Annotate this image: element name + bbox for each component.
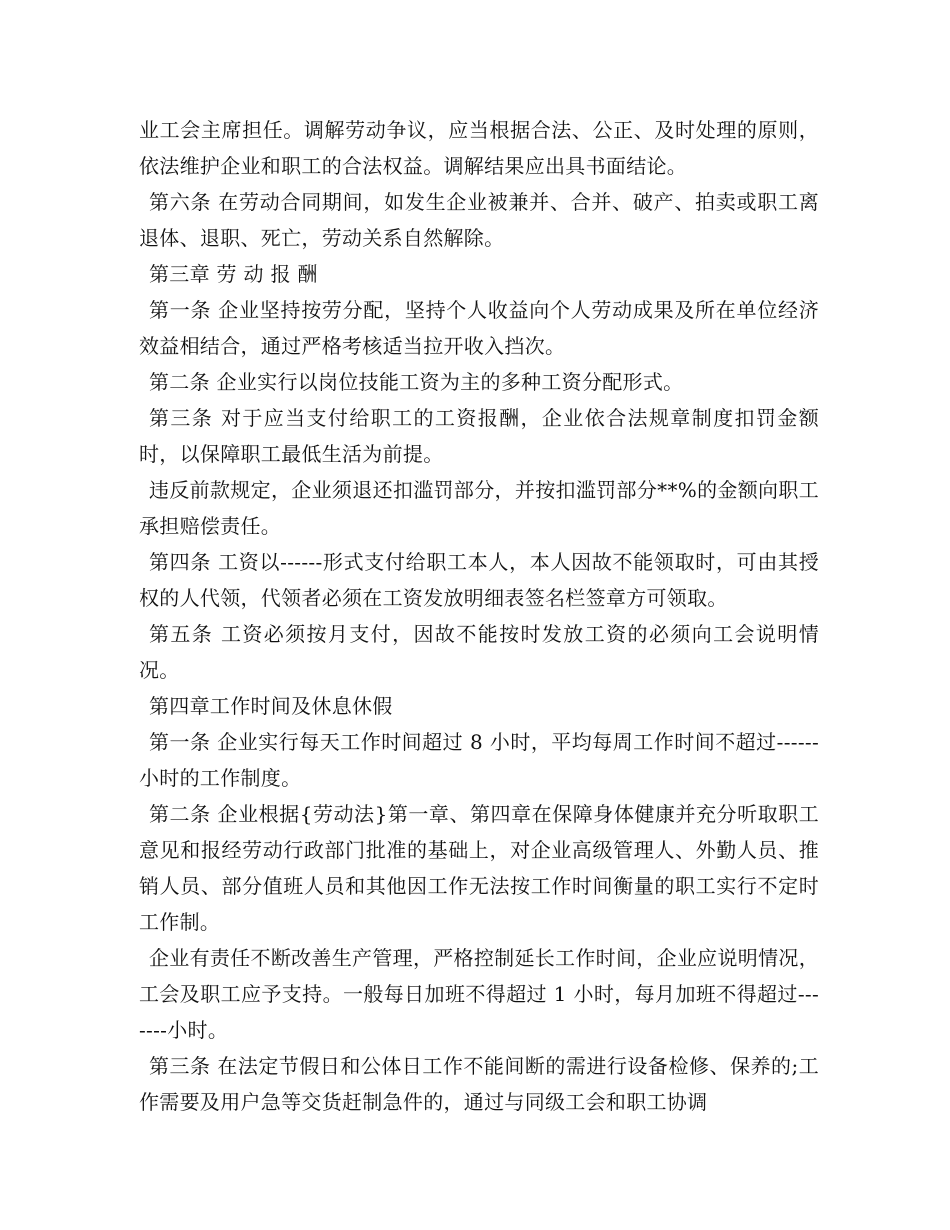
paragraph-ch4-article-2: 第二条 企业根据{劳动法}第一章、第四章在保障身体健康并充分听取职工意见和报经劳动行政部门批准的基础上，对企业高级管理人、外勤人员、推销人员、部分值班人员和其他因工作无法按工作时间衡量的职工实行不定时工作制。	[139, 802, 819, 934]
paragraph-ch4-article-1: 第一条 企业实行每天工作时间超过 8 小时，平均每周工作时间不超过------小时的工作制度。	[139, 730, 819, 790]
paragraph-ch3-article-5: 第五条 工资必须按月支付，因故不能按时发放工资的必须向工会说明情况。	[139, 622, 819, 682]
paragraph-ch4-article-3: 第三条 在法定节假日和公体日工作不能间断的需进行设备检修、保养的;工作需要及用户急等交货赶制急件的，通过与同级工会和职工协调	[139, 1054, 819, 1114]
paragraph-ch3-article-3: 第三条 对于应当支付给职工的工资报酬，企业依合法规章制度扣罚金额时，以保障职工最低生活为前提。	[139, 406, 819, 466]
paragraph-mediation-principles: 业工会主席担任。调解劳动争议，应当根据合法、公正、及时处理的原则，依法维护企业和职工的合法权益。调解结果应出具书面结论。	[139, 118, 819, 178]
paragraph-ch3-article-1: 第一条 企业坚持按劳分配，坚持个人收益向个人劳动成果及所在单位经济效益相结合，通过严格考核适当拉开收入挡次。	[139, 298, 819, 358]
paragraph-ch3-article-3-note: 违反前款规定，企业须退还扣滥罚部分，并按扣滥罚部分**%的金额向职工承担赔偿责任。	[139, 478, 819, 538]
paragraph-ch3-article-4: 第四条 工资以------形式支付给职工本人，本人因故不能领取时，可由其授权的人代领，代领者必须在工资发放明细表签名栏签章方可领取。	[139, 550, 819, 610]
paragraph-article-6: 第六条 在劳动合同期间，如发生企业被兼并、合并、破产、拍卖或职工离退体、退职、死亡，劳动关系自然解除。	[139, 190, 819, 250]
chapter-4-heading: 第四章工作时间及休息休假	[149, 694, 393, 718]
chapter-3-heading: 第三章 劳 动 报 酬	[149, 262, 318, 286]
paragraph-ch4-article-2-note: 企业有责任不断改善生产管理，严格控制延长工作时间，企业应说明情况，工会及职工应予支持。一般每日加班不得超过 1 小时，每月加班不得超过-------小时。	[139, 946, 819, 1042]
document-body	[139, 112, 819, 1120]
paragraph-ch3-article-2: 第二条 企业实行以岗位技能工资为主的多种工资分配形式。	[149, 370, 684, 394]
